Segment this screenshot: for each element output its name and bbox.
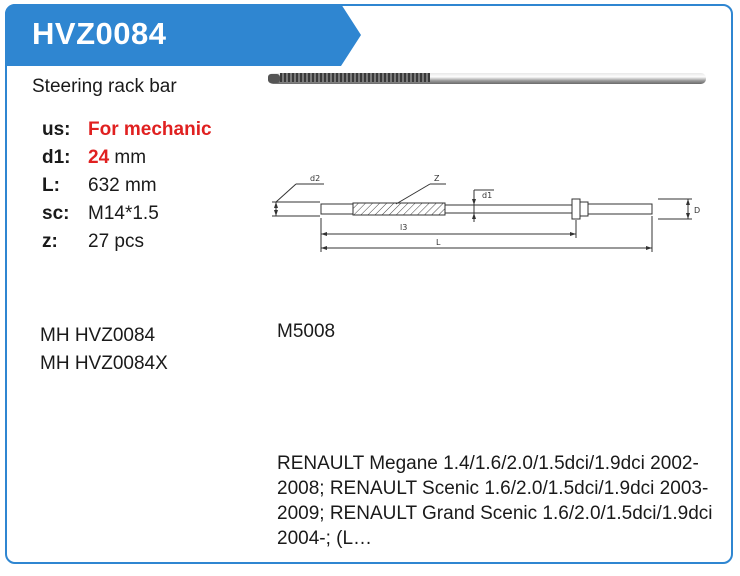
- drawing-label-d1: d1: [482, 191, 493, 200]
- spec-unit-d1: mm: [109, 147, 147, 168]
- spec-row-sc: [42, 200, 212, 228]
- spec-value-d1: 24: [88, 147, 110, 168]
- vehicle-applications: RENAULT Megane 1.4/1.6/2.0/1.5dci/1.9dci 2002-2008; RENAULT Scenic 1.6/2.0/1.5dci/1.9dci 2003-2009; RENAULT Grand Scenic 1.6/2.0/1.5dci/1.9dci 2004-; (L…: [277, 453, 713, 549]
- spec-value-z: 27 pcs: [88, 231, 144, 252]
- product-code-2: MH HVZ0084X: [40, 353, 168, 374]
- drawing-label-D: D: [694, 206, 701, 215]
- product-photo: [266, 70, 710, 95]
- product-code-title: HVZ0084: [32, 16, 167, 51]
- spec-row-us: [42, 116, 212, 144]
- product-code-1: MH HVZ0084: [40, 325, 156, 346]
- spec-list: [42, 116, 212, 256]
- spec-label-us: us:: [42, 119, 71, 140]
- technical-drawing: [268, 166, 708, 267]
- spec-label-sc: sc:: [42, 203, 70, 224]
- spec-label-d1: d1:: [42, 147, 71, 168]
- drawing-label-z: Z: [434, 174, 440, 183]
- spec-row-z: [42, 228, 212, 256]
- product-name: Steering rack bar: [32, 76, 177, 97]
- spec-value-L: 632 mm: [88, 175, 157, 196]
- reference-number: M5008: [277, 321, 336, 342]
- spec-row-d1: [42, 144, 212, 172]
- spec-label-L: L:: [42, 175, 60, 196]
- spec-value-us: For mechanic: [88, 119, 212, 140]
- spec-row-L: [42, 172, 212, 200]
- spec-label-z: z:: [42, 231, 58, 252]
- spec-value-sc: M14*1.5: [88, 203, 159, 224]
- product-codes: [40, 322, 168, 378]
- drawing-label-d2: d2: [310, 174, 321, 183]
- drawing-label-l3: l3: [400, 223, 408, 232]
- drawing-label-L: L: [436, 238, 441, 247]
